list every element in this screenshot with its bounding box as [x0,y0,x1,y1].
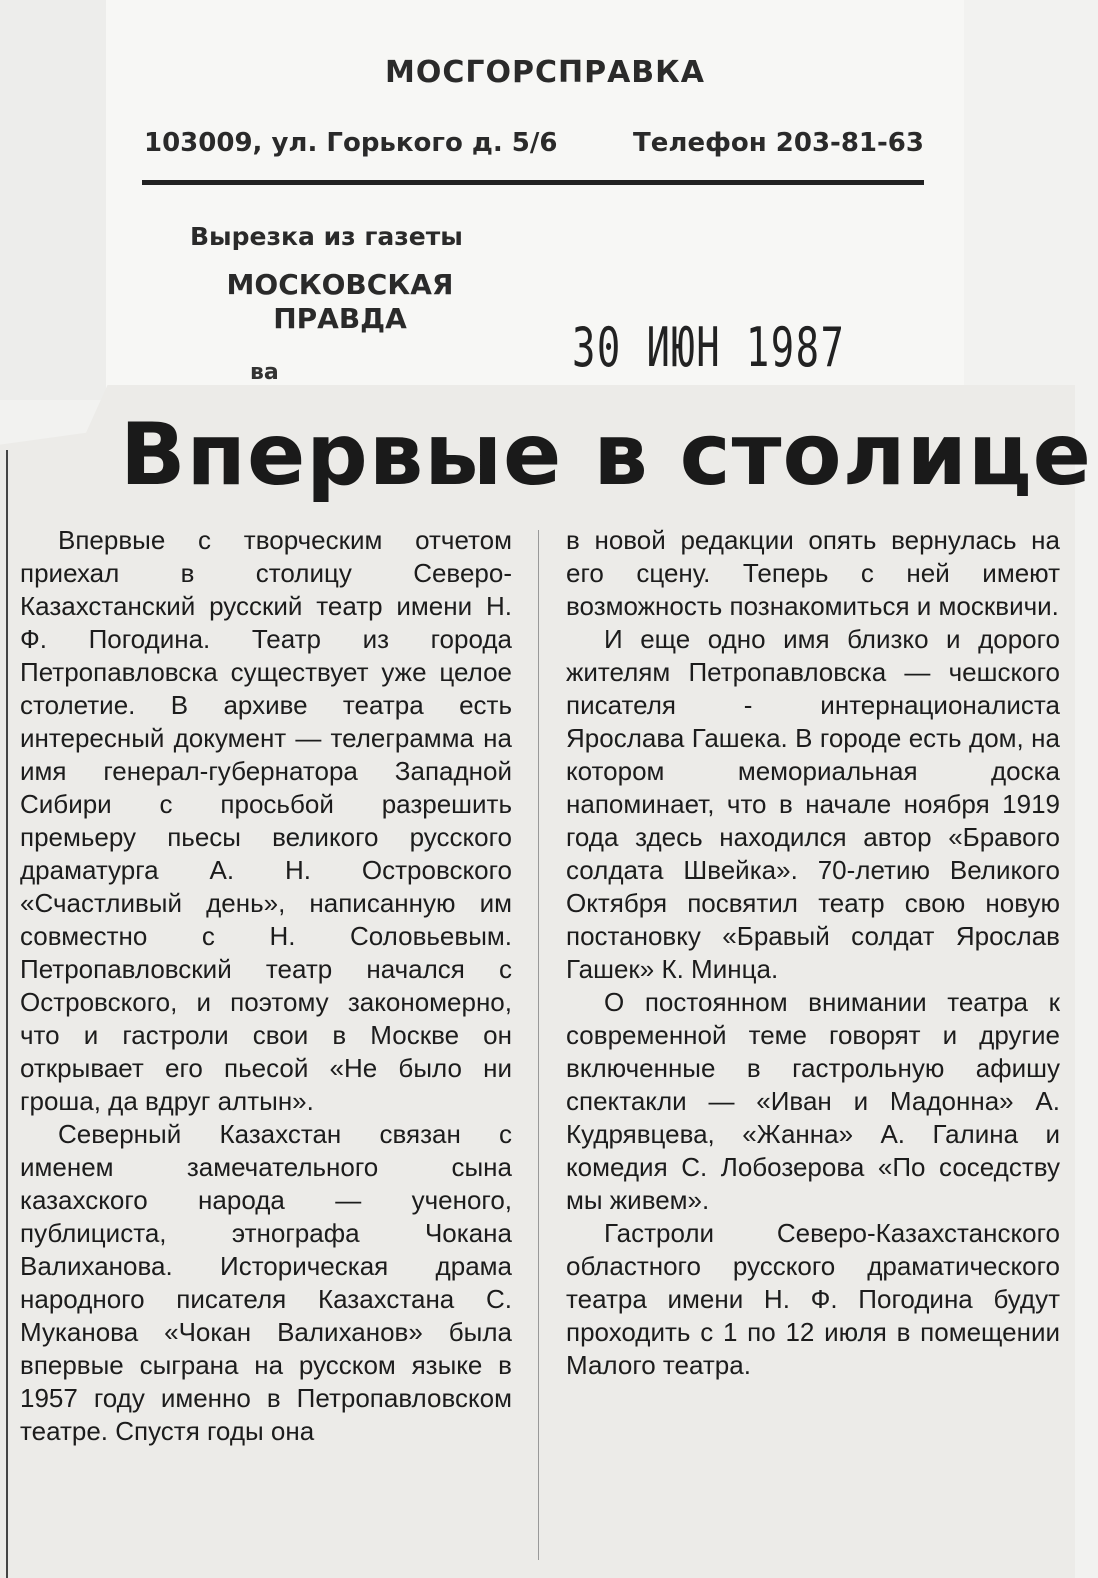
article-column-right [566,524,1060,1382]
article-column-left [20,524,512,1448]
bureau-address: 103009, ул. Горького д. 5/6 [144,128,558,158]
paragraph: О постоянном внимании театра к современной теме говорят и другие включенные в гастрольную афишу спектакли — «Иван и Мадонна» А. Кудрявцева, «Жанна» А. Галина и комедия С. Лобозерова «По соседству мы живем». [566,987,1060,1215]
paragraph: И еще одно имя близко и дорого жителям Петропавловска — чешского писателя - интернационалиста Ярослава Гашека. В городе есть дом, на котором мемориальная доска напоминает, что в начале ноября 1919 года здесь находился автор «Бравого солдата Швейка». 70-летию Великого Октября посвятил театр свою новую постановку «Бравый солдат Ярослав Гашек» К. Минца. [566,624,1060,984]
date-stamp: 30 ИЮН 1987 [572,316,846,379]
background [0,0,110,400]
clipping-edge-line [6,450,8,1578]
paragraph: Гастроли Северо-Казахстанского областного русского драматического театра имени Н. Ф. Погодина будут проходить с 1 по 12 июля в помещении Малого театра. [566,1218,1060,1380]
divider-rule [142,180,924,185]
city-partial-text: ва [250,360,279,385]
bureau-name: МОСГОРСПРАВКА [385,55,705,90]
column-divider [538,530,539,1560]
paragraph: в новой редакции опять вернулась на его сцену. Теперь с ней имеют возможность познакомиться и москвичи. [566,525,1060,621]
clipping-label: Вырезка из газеты [190,222,463,251]
paragraph: Впервые с творческим отчетом приехал в столицу Северо-Казахстанский русский театр имени Н. Ф. Погодина. Театр из города Петропавловска существует уже целое столетие. В архиве театра есть интересный документ — телеграмма на имя генерал-губернатора Западной Сибири с просьбой разрешить премьеру пьесы великого русского драматурга А. Н. Островского «Счастливый день», написанную им совместно с Н. Соловьевым. Петропавловский театр начался с Островского, и поэтому закономерно, что и гастроли свои в Москве он открывает его пьесой «Не было ни гроша, да вдруг алтын». [20,525,512,1116]
paragraph: Северный Казахстан связан с именем замечательного сына казахского народа — ученого, публициста, этнографа Чокана Валиханова. Историческая драма народного писателя Казахстана С. Муканова «Чокан Валиханов» была впервые сыграна на русском языке в 1957 году именно в Петропавловском театре. Спустя годы она [20,1119,512,1446]
bureau-phone: Телефон 203-81-63 [633,128,924,158]
newspaper-name: МОСКОВСКАЯ ПРАВДА [226,268,454,335]
bureau-address-line [144,128,924,158]
article-headline: Впервые в столице [120,405,1092,505]
